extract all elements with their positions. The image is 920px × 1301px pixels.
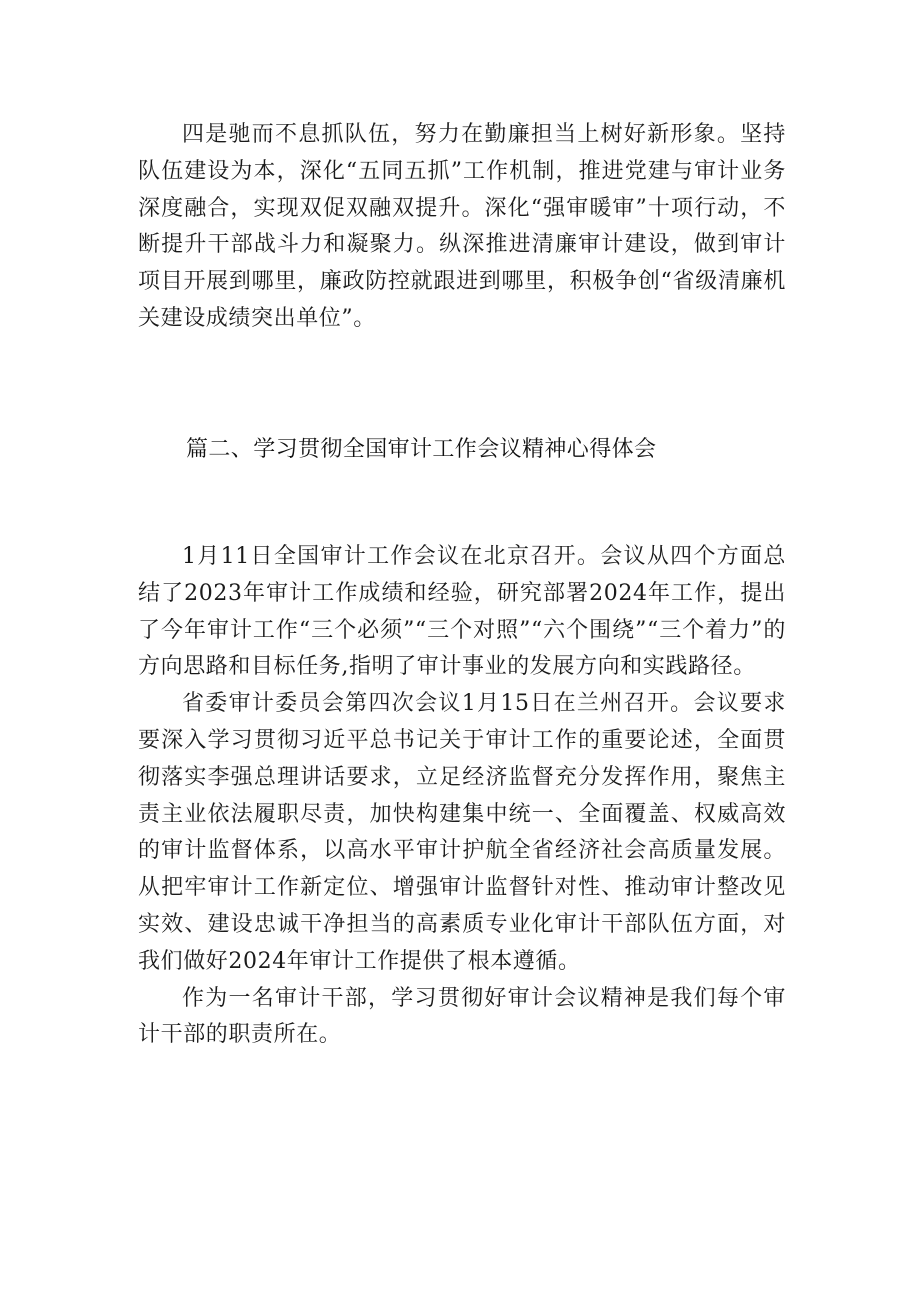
section-heading: 篇二、学习贯彻全国审计工作会议精神心得体会 [186,437,657,462]
section-one-tail [138,117,786,338]
body-paragraph: 省委审计委员会第四次会议1月15日在兰州召开。会议要求要深入学习贯彻习近平总书记关于审计工作的重要论述，全面贯彻落实李强总理讲话要求，立足经济监督充分发挥作用，聚焦主责主业依法履职尽责，加快构建集中统一、全面覆盖、权威高效的审计监督体系，以高水平审计护航全省经济社会高质量发展。从把牢审计工作新定位、增强审计监督针对性、推动审计整改见实效、建设忠诚干净担当的高素质专业化审计干部队伍方面，对我们做好2024年审计工作提供了根本遵循。 [138,691,786,974]
section-two-body [138,539,786,1054]
body-paragraph: 作为一名审计干部，学习贯彻好审计会议精神是我们每个审计干部的职责所在。 [138,985,786,1048]
body-paragraph: 1月11日全国审计工作会议在北京召开。会议从四个方面总结了2023年审计工作成绩和经验，研究部署2024年工作，提出了今年审计工作“三个必须”“三个对照”“六个围绕”“三个着力”的方向思路和目标任务,指明了审计事业的发展方向和实践路径。 [138,544,786,680]
body-paragraph: 四是驰而不息抓队伍，努力在勤廉担当上树好新形象。坚持队伍建设为本，深化“五同五抓”工作机制，推进党建与审计业务深度融合，实现双促双融双提升。深化“强审暖审”十项行动，不断提升干部战斗力和凝聚力。纵深推进清廉审计建设，做到审计项目开展到哪里，廉政防控就跟进到哪里，积极争创“省级清廉机关建设成绩突出单位”。 [138,122,786,331]
